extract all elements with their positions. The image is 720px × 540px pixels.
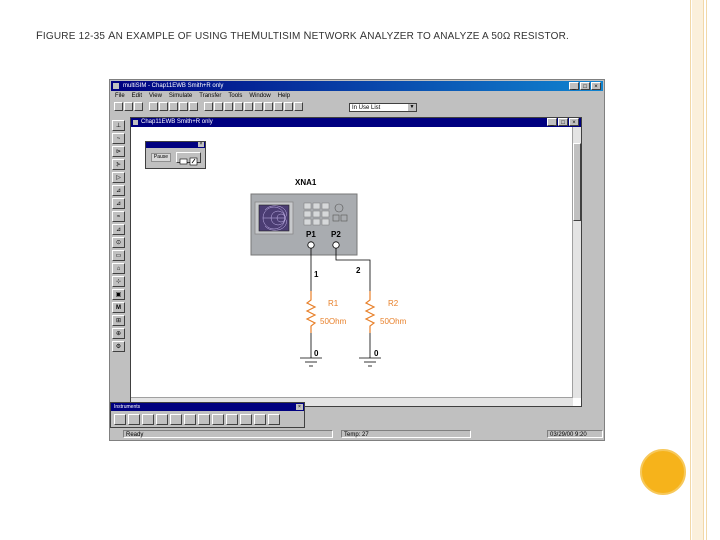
misc-bin-icon[interactable]: ▭ [112, 250, 125, 261]
schematic-close-button[interactable]: × [569, 118, 579, 126]
distortion-analyzer-icon[interactable] [226, 414, 238, 425]
gear-icon[interactable]: ⚙ [112, 341, 125, 352]
in-use-list-dropdown[interactable]: In Use List ▼ [349, 103, 417, 112]
chevron-down-icon: ▼ [409, 104, 415, 110]
rf-bin-icon[interactable]: ⊹ [112, 276, 125, 287]
menu-edit[interactable]: Edit [131, 93, 143, 99]
measurement-bin-icon[interactable]: M [112, 302, 125, 313]
resistor-r2[interactable] [366, 291, 374, 333]
instruments-title: Instruments [111, 403, 304, 411]
menu-simulate[interactable]: Simulate [168, 93, 193, 99]
status-timestamp: 03/29/00 9:20 [547, 430, 603, 438]
network-analyzer-icon[interactable] [254, 414, 266, 425]
wires [311, 248, 370, 358]
schematic-title: Chap11EWB Smith+R only [141, 119, 213, 125]
node-2-label: 2 [356, 266, 361, 275]
instrument-name: XNA1 [295, 178, 317, 187]
controls-bin-icon[interactable]: ⌂ [112, 263, 125, 274]
close-button[interactable]: × [591, 82, 601, 90]
bode-plotter-icon[interactable] [170, 414, 182, 425]
node-1-label: 1 [314, 270, 319, 279]
ground-symbol-icon [300, 358, 322, 366]
logic-converter-icon[interactable] [212, 414, 224, 425]
port-1-label: P1 [306, 230, 316, 239]
resistor-r1-value: 50Ohm [320, 317, 347, 326]
menu-view[interactable]: View [149, 93, 162, 99]
instrument-bin-icon[interactable]: ⊞ [112, 315, 125, 326]
indicator-bin-icon[interactable]: ⊙ [112, 237, 125, 248]
cmos-bin-icon[interactable]: ⊿ [112, 198, 125, 209]
electromechanical-bin-icon[interactable]: ▣ [112, 289, 125, 300]
menu-help[interactable]: Help [277, 93, 291, 99]
instruments-toolbar [110, 402, 305, 428]
multimeter-icon[interactable] [114, 414, 126, 425]
word-generator-icon[interactable] [184, 414, 196, 425]
status-message: Ready [123, 430, 333, 438]
basic-bin-icon[interactable]: ~ [112, 133, 125, 144]
pause-button[interactable]: Pause [151, 153, 171, 162]
globe-icon[interactable]: ⊕ [112, 328, 125, 339]
resistor-r1[interactable] [307, 291, 315, 333]
ttl-bin-icon[interactable]: ⊿ [112, 185, 125, 196]
port-1-terminal[interactable] [308, 242, 314, 248]
spectrum-analyzer-icon[interactable] [240, 414, 252, 425]
menu-tools[interactable]: Tools [228, 93, 243, 99]
wattmeter-icon[interactable] [142, 414, 154, 425]
menu-file[interactable]: File [115, 93, 125, 99]
instruments-close-icon[interactable]: × [296, 404, 303, 410]
analog-ic-bin-icon[interactable]: ▷ [112, 172, 125, 183]
resistor-r1-name: R1 [328, 299, 339, 308]
ground-node-2-label: 0 [374, 349, 379, 358]
ground-node-1-label: 0 [314, 349, 319, 358]
palette-close-icon[interactable]: × [199, 141, 203, 147]
oscilloscope-icon[interactable] [156, 414, 168, 425]
analyzer-keypad [304, 203, 329, 225]
maximize-button[interactable]: □ [580, 82, 590, 90]
function-generator-icon[interactable] [128, 414, 140, 425]
resistor-r2-name: R2 [388, 299, 399, 308]
misc-digital-bin-icon[interactable]: ≈ [112, 211, 125, 222]
schematic-maximize-button[interactable]: □ [558, 118, 568, 126]
status-temperature: Temp: 27 [341, 430, 471, 438]
mixed-bin-icon[interactable]: ⊿ [112, 224, 125, 235]
diode-bin-icon[interactable]: ⊳ [112, 146, 125, 157]
figure-caption: FIGURE 12-35 AN EXAMPLE OF USING THEMULTISIM NETWORK ANALYZER TO ANALYZE A 50Ω RESISTOR. [36, 30, 570, 42]
app-title: multiSIM - Chap11EWB Smith+R only [123, 83, 224, 89]
menu-window[interactable]: Window [249, 93, 271, 99]
port-2-terminal[interactable] [333, 242, 339, 248]
sources-bin-icon[interactable]: ⊥ [112, 120, 125, 131]
network-analyzer[interactable] [251, 178, 357, 255]
minimize-button[interactable]: _ [569, 82, 579, 90]
schematic-minimize-button[interactable]: _ [547, 118, 557, 126]
logic-analyzer-icon[interactable] [198, 414, 210, 425]
ground-symbol-icon [359, 358, 381, 366]
port-2-label: P2 [331, 230, 341, 239]
menu-transfer[interactable]: Transfer [199, 93, 222, 99]
transistor-bin-icon[interactable]: ⊱ [112, 159, 125, 170]
measurement-probe-icon[interactable] [268, 414, 280, 425]
resistor-r2-value: 50Ohm [380, 317, 407, 326]
